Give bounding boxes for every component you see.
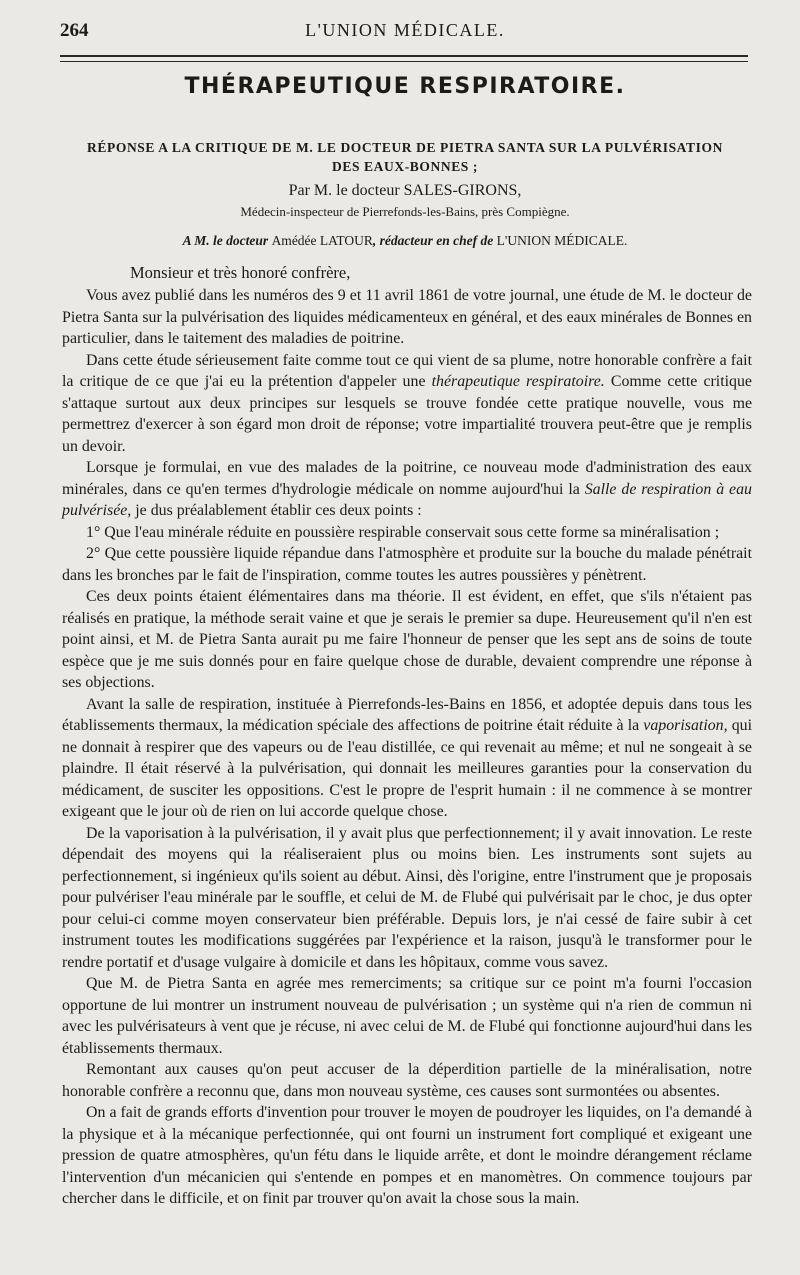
subtitle-line-2: DES EAUX-BONNES ;	[332, 159, 478, 174]
paragraph-8: De la vaporisation à la pulvérisation, il y avait plus que perfectionnement; il y avait innovation. Le reste dépendait des moyens qui la réaliseraient plus ou moins bien. Les instruments sont sujets au perfectionnement, si ingénieux qu'ils soient au début. Ainsi, dès l'origine, entre l'instrument que je proposais pour pulvériser l'eau minérale par le souffle, et celui de M. de Flubé qui pulvérisait par le choc, je dus opter pour celui-ci comme moyen conservateur bien préférable. Depuis lors, je n'ai cessé de faire subir à cet instrument toutes les modifications suggérées par l'expérience et la raison, jusqu'à le transformer pour le rendre portatif et d'usage vulgaire à domicile et dans les hôpitaux, comme vous savez.	[62, 824, 752, 971]
header-rule	[60, 55, 748, 57]
journal-title: L'UNION MÉDICALE.	[305, 20, 505, 40]
addressee-middle: , rédacteur en chef de	[372, 233, 497, 248]
addressee-prefix: A M. le docteur	[182, 233, 272, 248]
paragraph-6: Ces deux points étaient élémentaires dans ma théorie. Il est évident, en effet, que s'ils n'étaient pas réalisés en pratique, la méthode serait vaine et que je serais le premier sa dupe. Heureusement qu'il n'en est point ainsi, et M. de Pietra Santa aurait pu me faire l'honneur de penser que les sept ans de soins de toute espèce que je me suis donnés pour en faire quelque chose de durable, devaient comprendre une réponse à ses objections.	[62, 588, 752, 691]
section-title: THÉRAPEUTIQUE RESPIRATOIRE.	[184, 74, 626, 99]
addressee-line	[60, 232, 750, 250]
paragraph-10: Remontant aux causes qu'on peut accuser de la déperdition partielle de la minéralisation, notre honorable confrère a reconnu que, dans mon nouveau système, ces causes sont surmontées ou absentes.	[62, 1061, 752, 1100]
paragraph-3: Lorsque je formulai, en vue des malades de la poitrine, ce nouveau mode d'administration des eaux minérales, dans ce qu'en termes d'hydrologie médicale on nomme aujourd'hui la Salle de respiration à eau pulvérisée, je dus préalablement établir ces deux points :	[62, 459, 752, 519]
header-rule-thin	[60, 61, 748, 62]
author-role: Médecin-inspecteur de Pierrefonds-les-Bains, près Compiègne.	[240, 204, 570, 219]
paragraph-4: 1° Que l'eau minérale réduite en poussière respirable conservait sous cette forme sa minéralisation ;	[86, 523, 720, 541]
page-number: 264	[60, 20, 89, 41]
paragraph-5: 2° Que cette poussière liquide répandue dans l'atmosphère et produite sur la bouche du malade pénétrait dans les bronches par le fait de l'inspiration, comme toutes les autres poussières y pénètrent.	[62, 545, 752, 584]
addressee-journal: L'UNION MÉDICALE.	[496, 233, 628, 248]
running-header	[60, 20, 750, 48]
author-line: Par M. le docteur SALES-GIRONS,	[288, 182, 522, 199]
addressee-name: Amédée LATOUR	[271, 233, 373, 248]
letter-body	[62, 285, 752, 1210]
paragraph-9: Que M. de Pietra Santa en agrée mes remerciments; sa critique sur ce point m'a fourni l'occasion opportune de lui montrer un instrument nouveau de pulvérisation ; un système qui n'a rien de commun ni avec les pulvérisateurs à vent que je récuse, ni avec celui de M. de Flubé qui fonctionne aujourd'hui dans les établissements thermaux.	[62, 975, 752, 1057]
paragraph-11: On a fait de grands efforts d'invention pour trouver le moyen de poudroyer les liquides, on l'a demandé à la physique et à la mécanique perfectionnée, qui ont fourni un instrument fort compliqué et exigeant une pression de quatre atmosphères, qu'un fétu dans le liquide arrête, et dont le moindre dérangement réclame l'intervention d'un mécanicien qui s'entende en pompes et en manomètres. On commence toujours par chercher dans le difficile, et on finit par trouver qu'on avait la chose sous la main.	[62, 1104, 752, 1207]
paragraph-1: Vous avez publié dans les numéros des 9 et 11 avril 1861 de votre journal, une étude de M. le docteur de Pietra Santa sur la pulvérisation des liquides médicamenteux en général, et des eaux minérales de Bonnes en particulier, dans le taitement des maladies de poitrine.	[62, 287, 752, 347]
salutation: Monsieur et très honoré confrère,	[130, 263, 351, 282]
paragraph-2: Dans cette étude sérieusement faite comme tout ce qui vient de sa plume, notre honorable confrère a fait la critique de ce que j'ai eu la prétention d'appeler une thérapeutique respiratoire. Comme cette critique s'attaque surtout aux deux principes sur lesquels se trouve fondée cette pratique nouvelle, vous me permettrez d'exercer à son égard mon droit de réponse; votre impartialité trouvera peut-être que je remplis un devoir.	[62, 351, 752, 455]
article-subtitle	[60, 138, 750, 176]
paragraph-7: Avant la salle de respiration, instituée à Pierrefonds-les-Bains en 1856, et adoptée depuis dans tous les établissements thermaux, la médication spéciale des affections de poitrine était réduite à la vaporisation, qui ne donnait à respirer que des vapeurs ou de l'eau distillée, ce qui revenait au même; et nul ne songeait à se plaindre. Il était réservé à la pulvérisation, qui donnait les meilleures garanties pour la conservation du médicament, de susciter les oppositions. C'est le propre de l'esprit humain : il ne commence à se montrer exigeant que le jour où de rien on lui accorde quelque chose.	[62, 695, 753, 820]
subtitle-line-1: RÉPONSE A LA CRITIQUE DE M. LE DOCTEUR DE PIETRA SANTA SUR LA PULVÉRISATION	[87, 140, 723, 155]
